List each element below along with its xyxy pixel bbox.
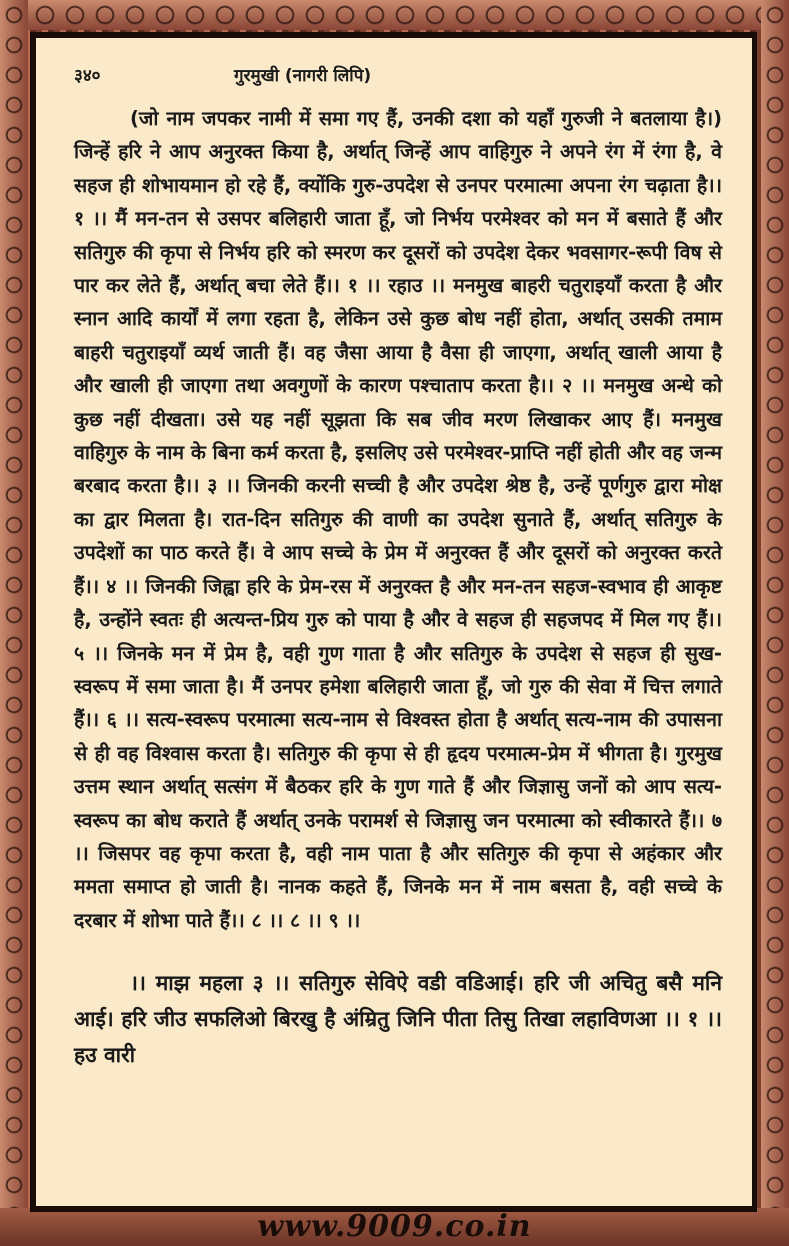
page-number: ३४०	[74, 65, 101, 86]
running-title: गुरमुखी (नागरी लिपि)	[234, 65, 372, 86]
frame-border-left	[0, 0, 28, 1246]
frame-border-right	[761, 0, 789, 1246]
frame-border-top	[0, 0, 789, 30]
translation-text: (जो नाम जपकर नामी में समा गए हैं, उनकी दशा को यहाँ गुरुजी ने बतलाया है।) जिन्हें हरि ने आप अनुरक्त किया है, अर्थात् जिन्हें आप वाहिगुरु ने अपने रंग में रंगा है, वे सहज ही शोभायमान हो रहे हैं, क्योंकि गुरु-उपदेश से उनपर परमात्मा अपना रंग चढ़ाता है।। १ ।। मैं मन-तन से उसपर बलिहारी जाता हूँ, जो निर्भय परमेश्वर को मन में बसाते हैं और सतिगुरु की कृपा से निर्भय हरि को स्मरण कर दूसरों को उपदेश देकर भवसागर-रूपी विष से पार कर लेते हैं, अर्थात् बचा लेते हैं।। १ ।। रहाउ ।। मनमुख बाहरी चतुराइयाँ करता है और स्नान आदि कार्यों में लगा रहता है, लेकिन उसे कुछ बोध नहीं होता, अर्थात् उसकी तमाम बाहरी चतुराइयाँ व्यर्थ जाती हैं। वह जैसा आया है वैसा ही जाएगा, अर्थात् खाली आया है और खाली ही जाएगा तथा अवगुणों के कारण पश्चाताप करता है।। २ ।। मनमुख अन्धे को कुछ नहीं दीखता। उसे यह नहीं सूझता कि सब जीव मरण लिखाकर आए हैं। मनमुख वाहिगुरु के नाम के बिना कर्म करता है, इसलिए उसे परमेश्वर-प्राप्ति नहीं होती और वह जन्म बरबाद करता है।। ३ ।। जिनकी करनी सच्ची है और उपदेश श्रेष्ठ है, उन्हें पूर्णगुरु द्वारा मोक्ष का द्वार मिलता है। रात-दिन सतिगुरु की वाणी का उपदेश सुनाते हैं, अर्थात् सतिगुरु के उपदेशों का पाठ करते हैं। वे आप सच्चे के प्रेम में अनुरक्त हैं और दूसरों को अनुरक्त करते हैं।। ४ ।। जिनकी जिह्वा हरि के प्रेम-रस में अनुरक्त है और मन-तन सहज-स्वभाव ही आकृष्ट है, उन्होंने स्वतः ही अत्यन्त-प्रिय गुरु को पाया है और वे सहज ही सहजपद में मिल गए हैं।। ५ ।। जिनके मन में प्रेम है, वही गुण गाता है और सतिगुरु के उपदेश से सहज ही सुख-स्वरूप में समा जाता है। मैं उनपर हमेशा बलिहारी जाता हूँ, जो गुरु की सेवा में चित्त लगाते हैं।। ६ ।। सत्य-स्वरूप परमात्मा सत्य-नाम से विश्वस्त होता है अर्थात् सत्य-नाम की उपासना से ही वह विश्वास करता है। सतिगुरु की कृपा से ही हृदय परमात्म-प्रेम में भीगता है। गुरमुख उत्तम स्थान अर्थात् सत्संग में बैठकर हरि के गुण गाते हैं और जिज्ञासु जनों को आप सत्य-स्वरूप का बोध कराते हैं अर्थात् उनके परामर्श से जिज्ञासु जन परमात्मा को स्वीकारते हैं।। ७ ।। जिसपर वह कृपा करता है, वही नाम पाता है और सतिगुरु की कृपा से अहंकार और ममता समाप्त हो जाती है। नानक कहते हैं, जिनके मन में नाम बसता है, वही सच्चे के दरबार में शोभा पाते हैं।। ८ ।। ८ ।। ९ ।।	[74, 107, 722, 932]
gurmukhi-verse: ।। माझ महला ३ ।। सतिगुरु सेविऐ वडी वडिआई। हरि जी अचितु बसै मनि आई। हरि जीउ सफलिओ बिरखु है अंम्रितु जिनि पीता तिसु तिखा लहाविणआ ।। १ ।। हउ वारी	[74, 971, 722, 1068]
website-url: www.9009.co.in	[257, 1209, 532, 1244]
scripture-page	[36, 38, 752, 1206]
page-header	[74, 58, 722, 90]
